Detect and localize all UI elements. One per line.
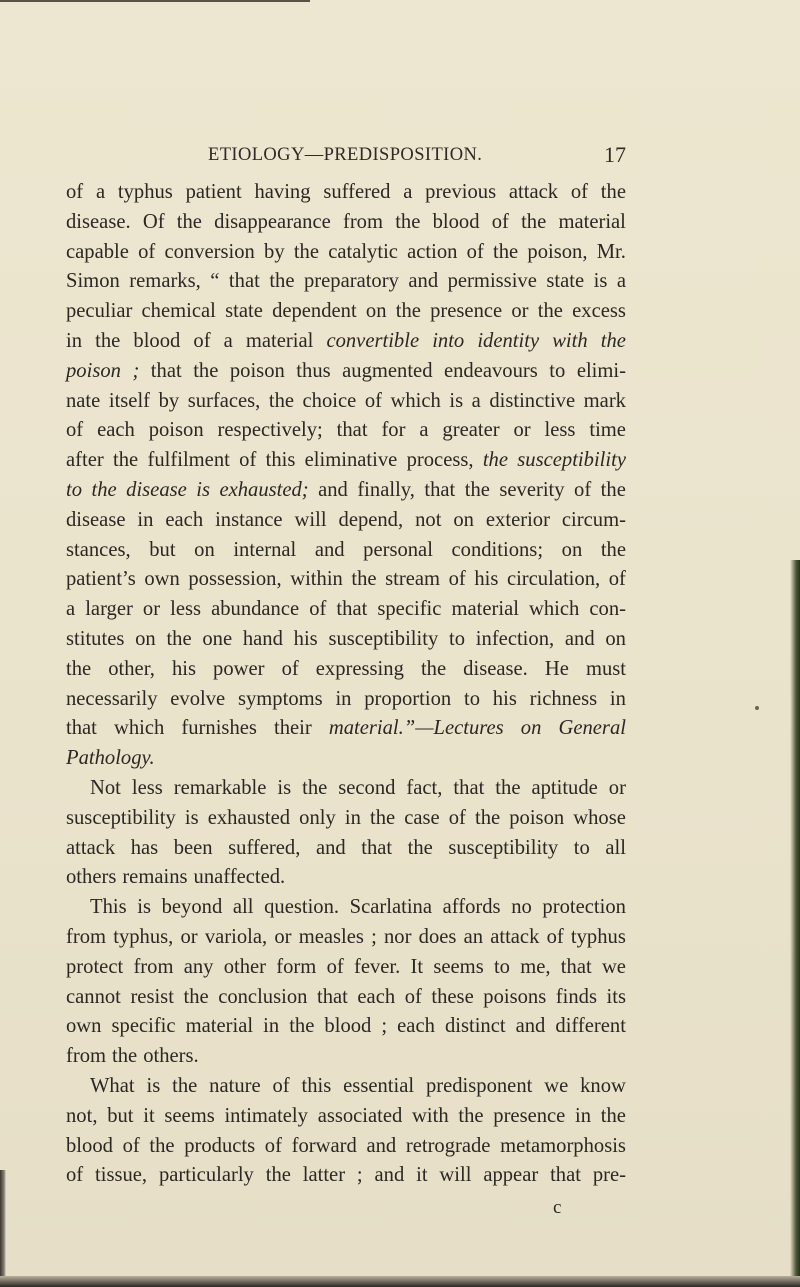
text-line: stitutes on the one hand his susceptibility to infection, and on	[66, 627, 626, 650]
text-line: not, but it seems intimately associated with the presence in the	[66, 1104, 626, 1127]
text-line: stances, but on internal and personal conditions; on the	[66, 538, 626, 561]
text-line: blood of the products of forward and retrograde metamorphosis	[66, 1134, 626, 1157]
text-line: own specific material in the blood ; each distinct and different	[66, 1015, 626, 1038]
text-line: What is the nature of this essential predisponent we know	[90, 1074, 626, 1097]
text-line: This is beyond all question. Scarlatina affords no protection	[90, 896, 626, 919]
text-line: Simon remarks, “ that the preparatory and permissive state is a	[66, 270, 626, 293]
text-line: peculiar chemical state dependent on the presence or the excess	[66, 300, 626, 323]
text-line: of each poison respectively; that for a greater or less time	[66, 419, 626, 442]
text-line: the other, his power of expressing the disease. He must	[66, 657, 626, 680]
text-line: disease in each instance will depend, not on exterior circum-	[66, 508, 626, 531]
margin-mark	[755, 706, 759, 710]
text-line: of tissue, particularly the latter ; and it will appear that pre-	[66, 1164, 626, 1187]
left-page-edge	[0, 1170, 6, 1287]
text-line: from the others.	[66, 1045, 199, 1068]
right-page-edge	[790, 560, 800, 1287]
text-line: of a typhus patient having suffered a previous attack of the	[66, 181, 626, 203]
page-header	[60, 142, 640, 172]
text-line: patient’s own possession, within the stream of his circulation, of	[66, 568, 626, 591]
text-line: after the fulfilment of this eliminative process, the susceptibility	[66, 449, 626, 472]
text-line: a larger or less abundance of that specific material which con-	[66, 598, 626, 621]
running-head: ETIOLOGY—PREDISPOSITION.	[208, 145, 483, 165]
text-line: capable of conversion by the catalytic action of the poison, Mr.	[66, 240, 626, 263]
text-line: to the disease is exhausted; and finally, that the severity of the	[66, 478, 626, 501]
text-line: that which furnishes their material.”—Lectures on General	[66, 717, 626, 740]
page-number: 17	[604, 142, 626, 167]
text-line: in the blood of a material convertible into identity with the	[66, 329, 626, 352]
text-line: Not less remarkable is the second fact, that the aptitude or	[90, 776, 626, 799]
text-line: nate itself by surfaces, the choice of which is a distinctive mark	[66, 389, 626, 412]
text-line: others remains unaffected.	[66, 866, 286, 889]
signature-mark: c	[553, 1197, 562, 1218]
text-line: susceptibility is exhausted only in the case of the poison whose	[66, 806, 626, 829]
text-line: protect from any other form of fever. It seems to me, that we	[66, 955, 626, 978]
bottom-page-edge	[0, 1276, 800, 1287]
text-line: disease. Of the disappearance from the blood of the material	[66, 210, 626, 233]
text-line: necessarily evolve symptoms in proportion to his richness in	[66, 687, 626, 710]
text-line: from typhus, or variola, or measles ; nor does an attack of typhus	[66, 925, 626, 948]
body-text	[66, 178, 626, 1191]
text-line: attack has been suffered, and that the susceptibility to all	[66, 836, 626, 859]
text-line: poison ; that the poison thus augmented endeavours to elimi-	[66, 359, 626, 382]
text-line: Pathology.	[66, 747, 155, 770]
text-line: cannot resist the conclusion that each of these poisons finds its	[66, 985, 626, 1008]
top-rule	[0, 0, 310, 2]
